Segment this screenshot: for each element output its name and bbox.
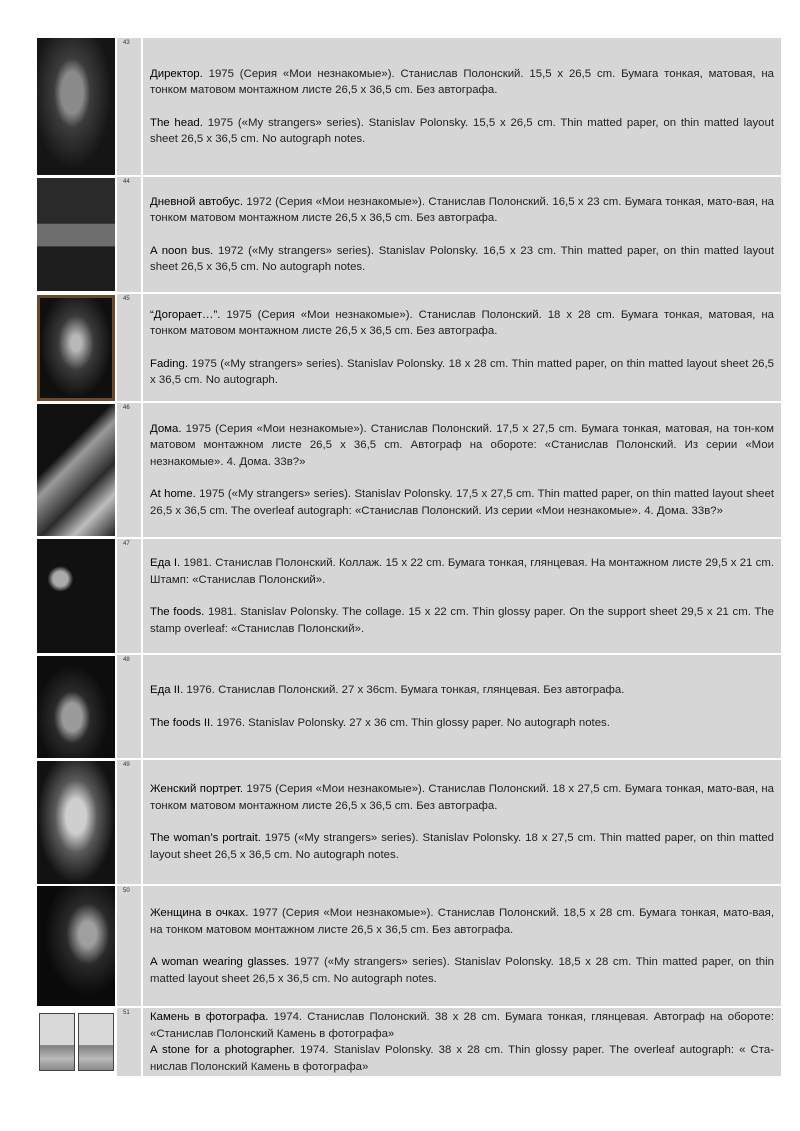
entry-number: 46 (123, 405, 130, 411)
entry-number: 45 (123, 296, 130, 302)
entry-description (143, 539, 781, 653)
en-details: 1975 («My strangers» series). Stanislav Polonsky. 18 x 28 cm. Thin matted paper, on thin matted layout sheet 26,5 x 36,5 cm. No autograph. (150, 357, 774, 386)
ru-title: Еда II. (150, 684, 184, 696)
catalog-table (36, 38, 781, 1078)
en-title: A stone for a photographer. (150, 1044, 296, 1056)
catalog-row (36, 1008, 781, 1078)
ru-details: 1975 (Серия «Мои незнакомые»). Станислав Полонский. 18 х 28 cm. Бумага тонкая, матовая, на тонком матовом монтажном листе 26,5 х 36,5 cm. Без автографа. (150, 308, 774, 337)
photo-thumbnail (37, 178, 115, 291)
entry-number: 49 (123, 762, 130, 768)
catalog-row (36, 294, 781, 403)
ru-details: 1981. Станислав Полонский. Коллаж. 15 х 22 cm. Бумага тонкая, глянцевая. На монтажном листе 29,5 х 21 cm. Штамп: «Станислав Полонский». (150, 557, 774, 586)
ru-title: Директор. (150, 67, 203, 80)
entry-description (143, 655, 781, 758)
en-details: 1975 («My strangers» series). Stanislav Polonsky. 15,5 x 26,5 cm. Thin matted paper, on thin matted layout sheet 26,5 x 36,5 cm. No autograph notes. (150, 116, 774, 145)
catalog-row (36, 655, 781, 760)
entry-number: 47 (123, 541, 130, 547)
catalog-row (36, 886, 781, 1008)
ru-title: Еда I. (150, 557, 181, 569)
entry-number: 51 (123, 1010, 130, 1016)
catalog-row (36, 177, 781, 294)
entry-description (143, 177, 781, 292)
photo-thumbnail (37, 761, 115, 884)
en-details: 1975 («My strangers» series). Stanislav Polonsky. 18 x 27,5 cm. Thin matted paper, on thin matted layout sheet 26,5 x 36,5 cm. No autograph notes. (150, 832, 775, 861)
ru-title: Дневной автобус. (150, 195, 244, 208)
ru-title: Женский портрет. (150, 783, 243, 795)
ru-title: Камень в фотографа. (150, 1011, 269, 1023)
catalog-row (36, 38, 781, 177)
ru-title: Дома. (150, 422, 182, 435)
en-details: 1972 («My strangers» series). Stanislav Polonsky. 16,5 x 23 cm. Thin matted paper, on thin matted layout sheet 26,5 x 36,5 cm. No autograph notes. (150, 244, 774, 273)
en-title: A noon bus. (150, 244, 214, 257)
ru-details: 1976. Станислав Полонский. 27 х 36cm. Бумага тонкая, глянцевая. Без автографа. (183, 684, 625, 696)
entry-description (143, 1008, 781, 1076)
entry-description (143, 403, 781, 537)
en-title: Fading. (150, 357, 188, 370)
ru-title: Женщина в очках. (150, 907, 249, 919)
photo-thumbnail (39, 1013, 75, 1071)
ru-details: 1977 (Серия «Мои незнакомые»). Станислав Полонский. 18,5 х 28 cm. Бумага тонкая, мато-вая, на тонком матовом монтажном листе 26,5 х 36,5 cm. Без автографа. (150, 907, 774, 936)
en-title: A woman wearing glasses. (150, 956, 290, 968)
en-title: The foods. (150, 606, 205, 618)
photo-thumbnail (37, 539, 115, 653)
photo-thumbnail (37, 886, 115, 1006)
entry-description (143, 294, 781, 401)
catalog-row (36, 539, 781, 655)
en-details: 1974. Stanislav Polonsky. 38 x 28 cm. Thin glossy paper. The overleaf autograph: « Ста-нислав Полонский Камень в фотографа» (150, 1044, 774, 1073)
catalog-row (36, 403, 781, 539)
ru-details: 1972 (Серия «Мои незнакомые»). Станислав Полонский. 16,5 х 23 cm. Бумага тонкая, мато-вая, на тонком матовом монтажном листе 26,5 х 36,5 cm. Без автографа. (150, 195, 774, 224)
photo-thumbnail (37, 404, 115, 536)
photo-thumbnail (37, 656, 115, 758)
ru-details: 1974. Станислав Полонский. 38 х 28 cm. Бумага тонкая, глянцевая. Автограф на обороте: «Станислав Полонский Камень в фотографа» (150, 1011, 774, 1040)
entry-description (143, 760, 781, 884)
en-details: 1981. Stanislav Polonsky. The collage. 15 x 22 cm. Thin glossy paper. On the support sheet 29,5 x 21 cm. The stamp overleaf: «Станислав Полонский». (150, 606, 774, 635)
en-title: The woman’s portrait. (150, 832, 261, 844)
photo-thumbnail (37, 38, 115, 175)
photo-diptych (37, 1013, 115, 1071)
en-details: 1976. Stanislav Polonsky. 27 x 36 cm. Thin glossy paper. No autograph notes. (213, 716, 610, 729)
entry-description (143, 886, 781, 1006)
catalog-row (36, 760, 781, 886)
entry-number: 50 (123, 888, 130, 894)
photo-thumbnail (78, 1013, 114, 1071)
entry-description (143, 38, 781, 175)
entry-number: 48 (123, 657, 130, 663)
entry-number: 43 (123, 40, 130, 46)
entry-number: 44 (123, 179, 130, 185)
en-title: The foods II. (150, 716, 214, 729)
ru-details: 1975 (Серия «Мои незнакомые»). Станислав Полонский. 18 х 27,5 cm. Бумага тонкая, мато-вая, на тонком матовом монтажном листе 26,5 х 36,5 cm. Без автографа. (150, 783, 774, 812)
en-title: The head. (150, 116, 203, 129)
ru-details: 1975 (Серия «Мои незнакомые»). Станислав Полонский. 15,5 х 26,5 cm. Бумага тонкая, матовая, на тонком матовом монтажном листе 26,5 х 36,5 cm. Без автографа. (150, 67, 774, 96)
photo-thumbnail (37, 295, 115, 401)
ru-title: “Догорает…”. (150, 308, 221, 321)
en-details: 1977 («My strangers» series). Stanislav Polonsky. 18,5 x 28 cm. Thin matted paper, on thin matted layout sheet 26,5 x 36,5 cm. No autograph notes. (150, 956, 775, 985)
en-title: At home. (150, 488, 196, 501)
ru-details: 1975 (Серия «Мои незнакомые»). Станислав Полонский. 17,5 х 27,5 cm. Бумага тонкая, матовая, на тон-ком матовом монтажном листе 26,5 х 36,5 cm. Автограф на обороте: «Станислав Полонский. Из серии «Мои незнакомые». 4. Дома. 33в?» (150, 422, 774, 468)
en-details: 1975 («My strangers» series). Stanislav Polonsky. 17,5 x 27,5 cm. Thin matted paper, on thin matted layout sheet 26,5 x 36,5 cm. The overleaf autograph: «Станислав Полонский. Из серии «Мои незнакомые». 4. Дома. 33в?» (150, 488, 774, 517)
